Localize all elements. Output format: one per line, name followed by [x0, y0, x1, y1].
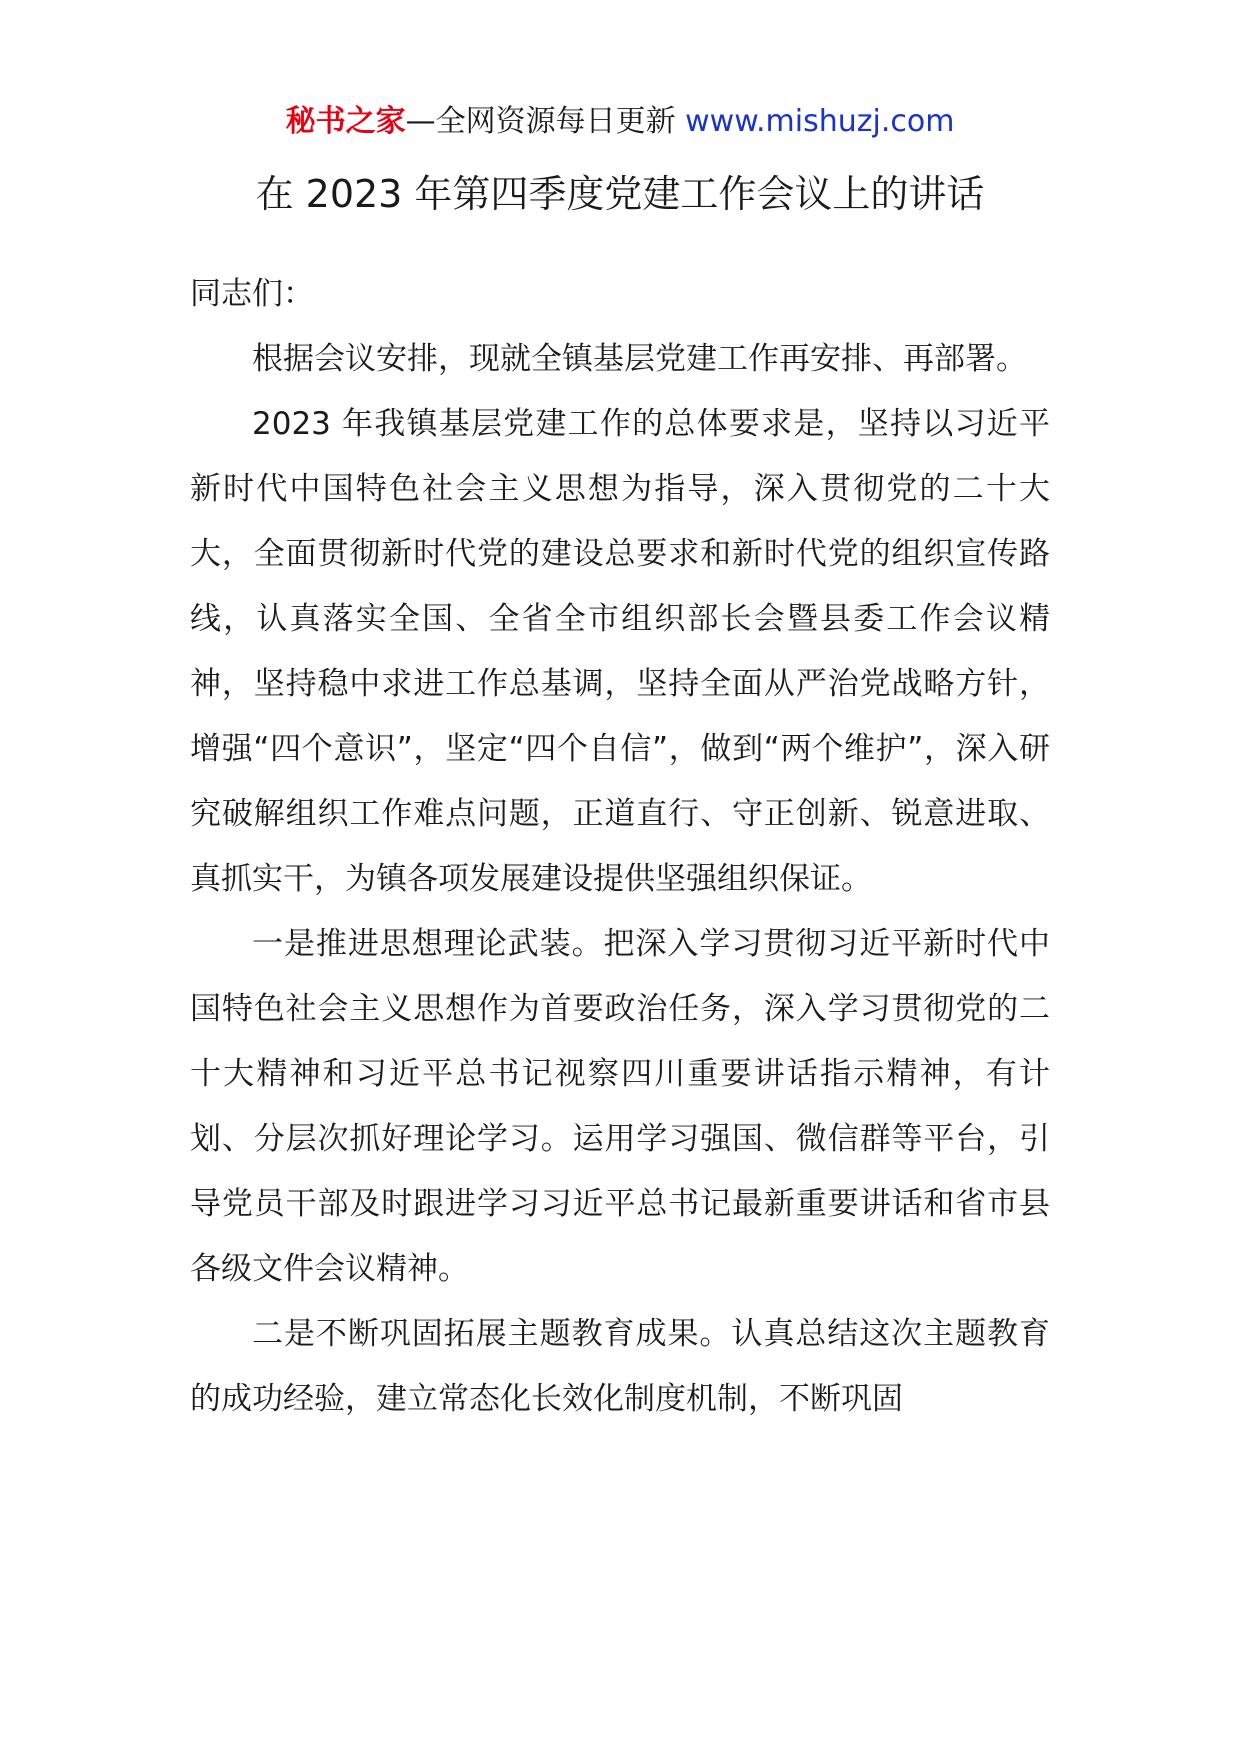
document-body	[190, 262, 1050, 1432]
header-slogan: —全网资源每日更新	[405, 104, 686, 139]
paragraph-theory-armament: 一是推进思想理论武装。把深入学习贯彻习近平新时代中国特色社会主义思想作为首要政治任务，深入学习贯彻党的二十大精神和习近平总书记视察四川重要讲话指示精神，有计划、分层次抓好理论学习。运用学习强国、微信群等平台，引导党员干部及时跟进学习习近平总书记最新重要讲话和省市县各级文件会议精神。	[190, 926, 1050, 1287]
document-title: 在 2023 年第四季度党建工作会议上的讲话	[255, 172, 985, 216]
paragraph-overall-requirements: 2023 年我镇基层党建工作的总体要求是，坚持以习近平新时代中国特色社会主义思想为指导，深入贯彻党的二十大大，全面贯彻新时代党的建设总要求和新时代党的组织宣传路线，认真落实全国、全省全市组织部长会暨县委工作会议精神，坚持稳中求进工作总基调，坚持全面从严治党战略方针，增强“四个意识”，坚定“四个自信”，做到“两个维护”，深入研究破解组织工作难点问题，正道直行、守正创新、锐意进取、真抓实干，为镇各项发展建设提供坚强组织保证。	[190, 406, 1050, 897]
site-url[interactable]: www.mishuzj.com	[685, 104, 955, 139]
paragraph-theme-education: 二是不断巩固拓展主题教育成果。认真总结这次主题教育的成功经验，建立常态化长效化制度机制，不断巩固	[190, 1316, 1050, 1417]
brand-name: 秘书之家	[285, 104, 406, 139]
paragraph-intro: 根据会议安排，现就全镇基层党建工作再安排、再部署。	[252, 341, 1027, 377]
salutation: 同志们：	[190, 276, 314, 312]
watermark-header	[0, 100, 1240, 144]
